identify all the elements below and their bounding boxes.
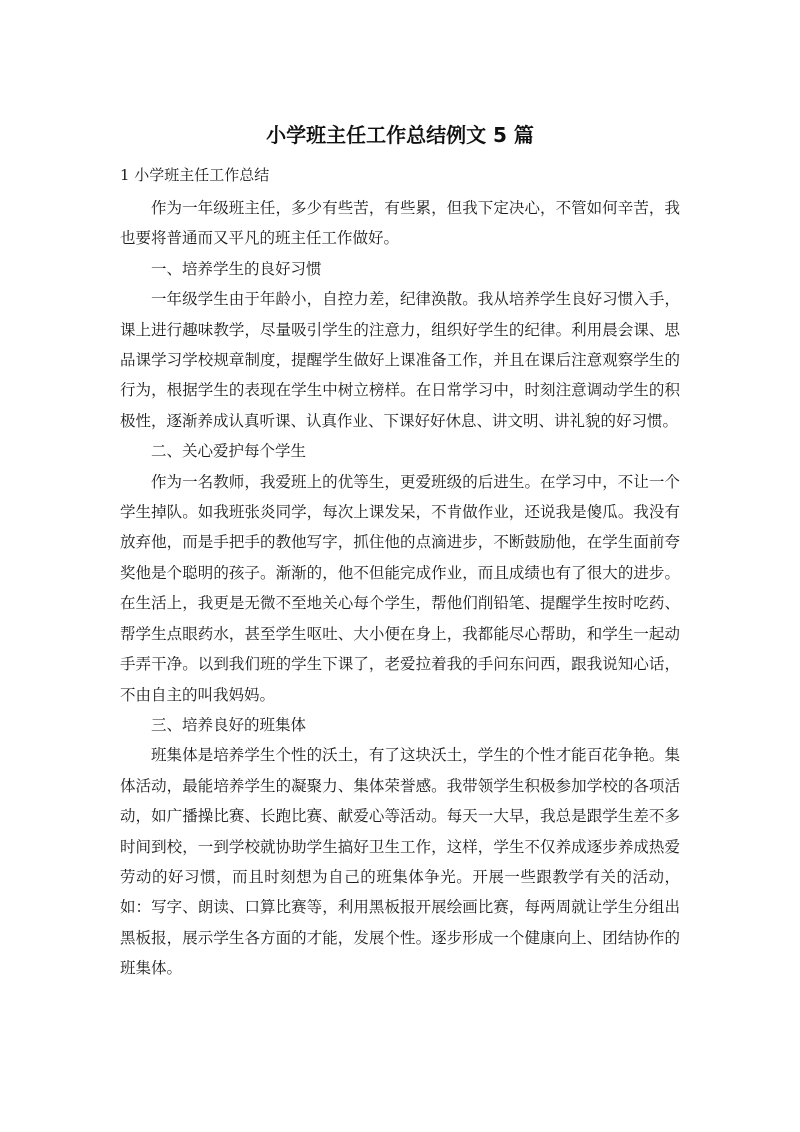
document-body — [120, 193, 680, 984]
subheading: 三、培养良好的班集体 — [151, 715, 307, 734]
document-title: 小学班主任工作总结例文 5 篇 — [266, 123, 534, 147]
paragraph: 班集体是培养学生个性的沃土，有了这块沃土，学生的个性才能百花争艳。集体活动，最能培养学生的凝聚力、集体荣誉感。我带领学生积极参加学校的各项活动，如广播操比赛、长跑比赛、献爱心等活动。每天一大早，我总是跟学生差不多时间到校，一到学校就协助学生搞好卫生工作，这样，学生不仅养成逐步养成热爱劳动的好习惯，而且时刻想为自己的班集体争光。开展一些跟教学有关的活动，如：写字、朗读、口算比赛等，利用黑板报开展绘画比赛，每两周就让学生分组出黑板报，展示学生各方面的才能，发展个性。逐步形成一个健康向上、团结协作的班集体。 — [120, 746, 680, 978]
paragraph: 作为一名教师，我爱班上的优等生，更爱班级的后进生。在学习中，不让一个学生掉队。如我班张炎同学，每次上课发呆，不肯做作业，还说我是傻瓜。我没有放弃他，而是手把手的教他写字，抓住他的点滴进步，不断鼓励他，在学生面前夸奖他是个聪明的孩子。渐渐的，他不但能完成作业，而且成绩也有了很大的进步。在生活上，我更是无微不至地关心每个学生，帮他们削铅笔、提醒学生按时吃药、帮学生点眼药水，甚至学生呕吐、大小便在身上，我都能尽心帮助，和学生一起动手弄干净。以到我们班的学生下课了，老爱拉着我的手问东问西，跟我说知心话，不由自主的叫我妈妈。 — [120, 472, 680, 704]
paragraph: 作为一年级班主任，多少有些苦，有些累，但我下定决心，不管如何辛苦，我也要将普通而又平凡的班主任工作做好。 — [120, 199, 680, 248]
section-heading: 1 小学班主任工作总结 — [120, 166, 270, 184]
subheading: 二、关心爱护每个学生 — [151, 442, 307, 461]
paragraph: 一年级学生由于年龄小，自控力差，纪律涣散。我从培养学生良好习惯入手，课上进行趣味教学，尽量吸引学生的注意力，组织好学生的纪律。利用晨会课、思品课学习学校规章制度，提醒学生做好上课准备工作，并且在课后注意观察学生的行为，根据学生的表现在学生中树立榜样。在日常学习中，时刻注意调动学生的积极性，逐渐养成认真听课、认真作业、下课好好休息、讲文明、讲礼貌的好习惯。 — [120, 290, 680, 430]
subheading: 一、培养学生的良好习惯 — [151, 259, 322, 278]
